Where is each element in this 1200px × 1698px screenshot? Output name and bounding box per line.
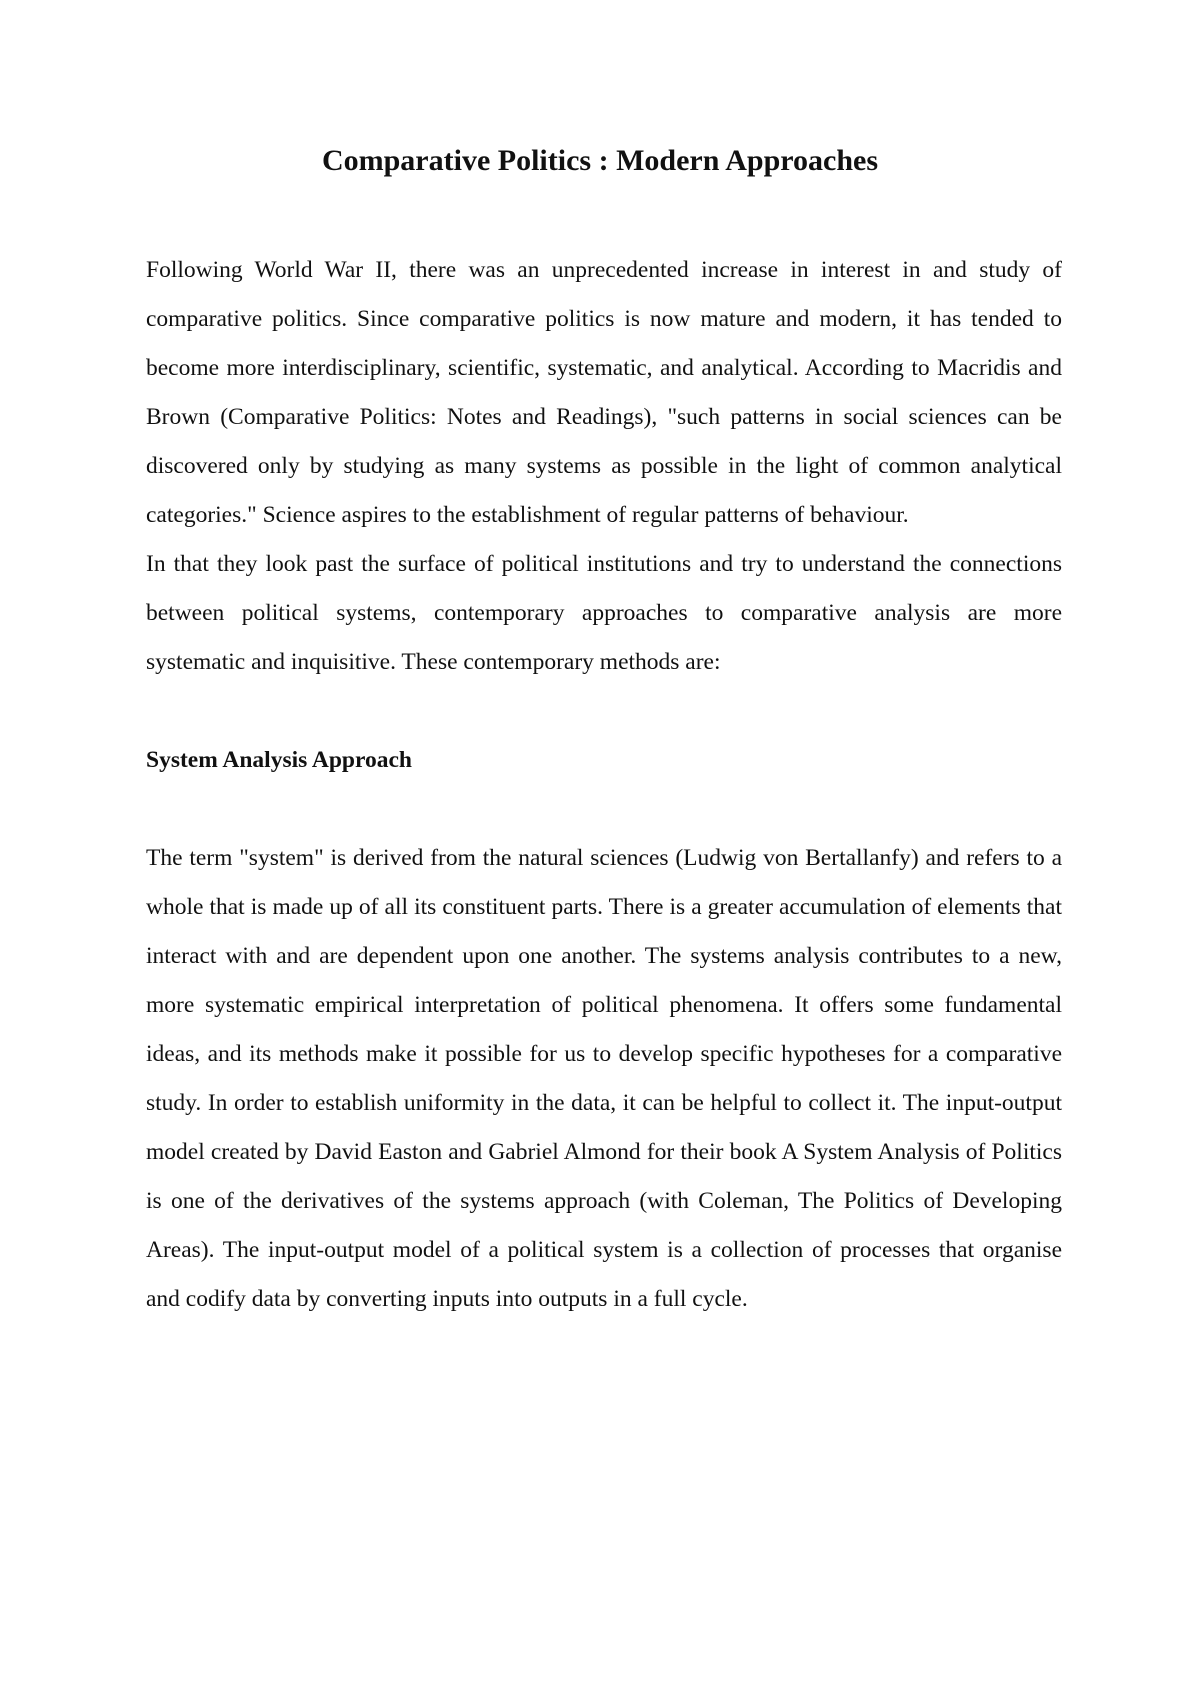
document-body <box>146 246 1062 1324</box>
section-heading: System Analysis Approach <box>146 747 412 773</box>
methods-paragraph: In that they look past the surface of political institutions and try to understand the connections between political systems, contemporary approaches to comparative analysis are more systematic and inquisitive. These contemporary methods are: <box>146 551 1062 675</box>
intro-paragraph: Following World War II, there was an unprecedented increase in interest in and study of comparative politics. Since comparative politics is now mature and modern, it has tended to become more interdisciplinary, scientific, systematic, and analytical. According to Macridis and Brown (Comparative Politics: Notes and Readings), "such patterns in social sciences can be discovered only by studying as many systems as possible in the light of common analytical categories." Science aspires to the establishment of regular patterns of behaviour. <box>146 257 1062 528</box>
system-analysis-paragraph: The term "system" is derived from the natural sciences (Ludwig von Bertallanfy) and refers to a whole that is made up of all its constituent parts. There is a greater accumulation of elements that interact with and are dependent upon one another. The systems analysis contributes to a new, more systematic empirical interpretation of political phenomena. It offers some fundamental ideas, and its methods make it possible for us to develop specific hypotheses for a comparative study. In order to establish uniformity in the data, it can be helpful to collect it. The input-output model created by David Easton and Gabriel Almond for their book A System Analysis of Politics is one of the derivatives of the systems approach (with Coleman, The Politics of Developing Areas). The input-output model of a political system is a collection of processes that organise and codify data by converting inputs into outputs in a full cycle. <box>146 845 1062 1312</box>
page-title: Comparative Politics : Modern Approaches <box>321 144 879 177</box>
